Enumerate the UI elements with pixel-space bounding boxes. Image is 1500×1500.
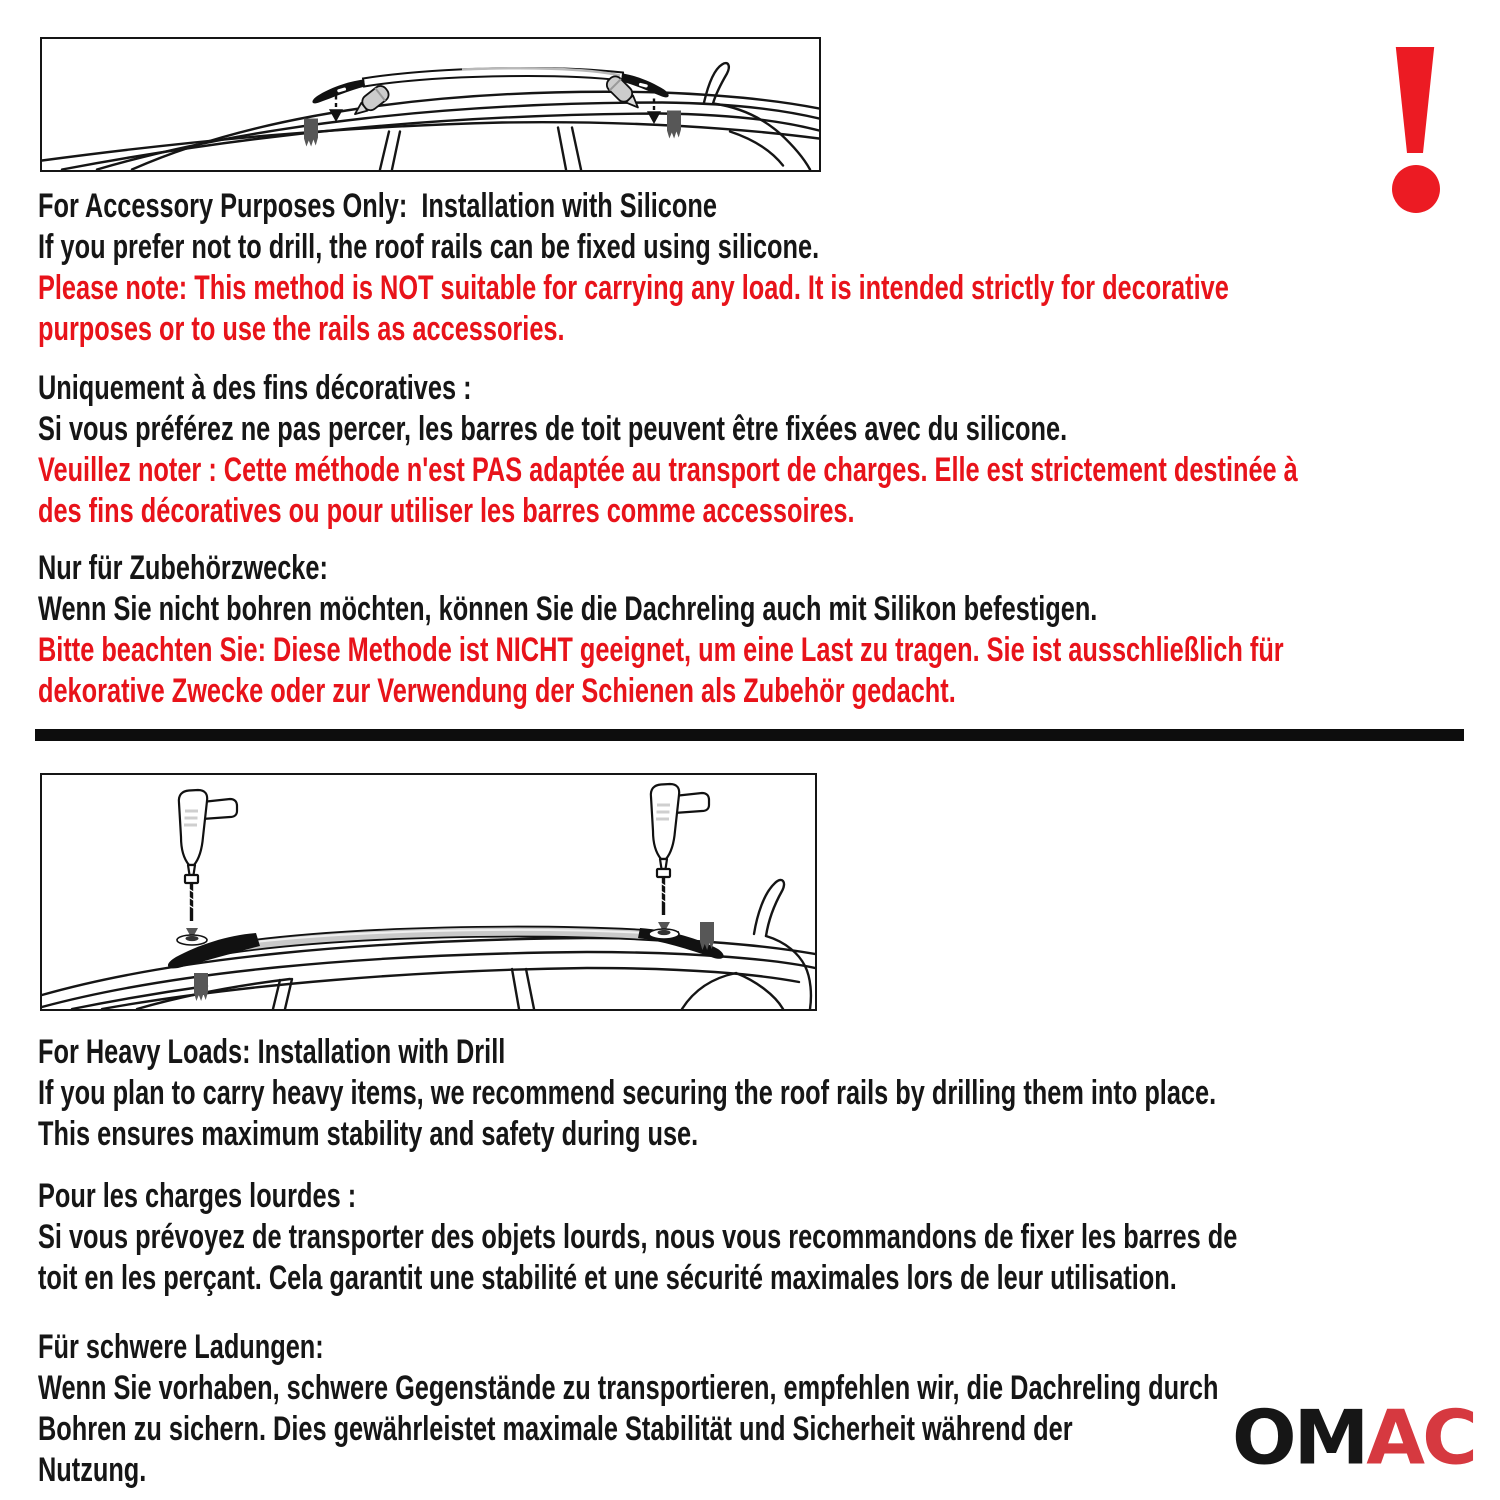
text-line: Uniquement à des fins décoratives : — [38, 369, 472, 407]
omac-logo — [1232, 1393, 1475, 1482]
section-divider — [35, 729, 1464, 741]
text-line: Nur für Zubehörzwecke: — [38, 549, 328, 587]
text-line: Wenn Sie vorhaben, schwere Gegenstände zu transportieren, empfehlen wir, die Dachreling durch — [38, 1369, 1219, 1407]
warning-text-line: dekorative Zwecke oder zur Verwendung der Schienen als Zubehör gedacht. — [38, 672, 956, 710]
text-line: Wenn Sie nicht bohren möchten, können Sie die Dachreling auch mit Silikon befestigen. — [38, 590, 1098, 628]
roof-rail — [168, 927, 724, 969]
text-line: This ensures maximum stability and safety during use. — [38, 1115, 699, 1153]
warning-text-line: des fins décoratives ou pour utiliser les barres comme accessoires. — [38, 492, 855, 530]
logo-text-red: AC — [1366, 1393, 1475, 1482]
logo-text-black: OM — [1232, 1393, 1367, 1482]
exclamation-bar — [1395, 47, 1435, 153]
silicone-illustration-svg — [42, 39, 819, 170]
drill-installation-illustration — [40, 773, 817, 1011]
drill-note-en — [38, 1032, 1500, 1155]
text-line: Für schwere Ladungen: — [38, 1328, 324, 1366]
text-line: If you plan to carry heavy items, we recommend securing the roof rails by drilling them into place. — [38, 1074, 1217, 1112]
text-line: For Accessory Purposes Only: Installation with Silicone — [38, 187, 717, 225]
warning-text-line: Please note: This method is NOT suitable for carrying any load. It is intended strictly for decorative — [38, 269, 1229, 307]
warning-text-line: Bitte beachten Sie: Diese Methode ist NICHT geeignet, um eine Last zu tragen. Sie ist ausschließlich für — [38, 631, 1284, 669]
silicone-note-de — [38, 548, 1500, 712]
text-line: If you prefer not to drill, the roof rails can be fixed using silicone. — [38, 228, 820, 266]
text-line: Si vous préférez ne pas percer, les barres de toit peuvent être fixées avec du silicone. — [38, 410, 1068, 448]
text-line: Nutzung. — [38, 1451, 147, 1489]
drill-illustration-svg — [42, 775, 815, 1009]
warning-text-line: purposes or to use the rails as accessories. — [38, 310, 565, 348]
silicone-installation-illustration — [40, 37, 821, 172]
text-line: Bohren zu sichern. Dies gewährleistet maximale Stabilität und Sicherheit während der — [38, 1410, 1073, 1448]
text-line: For Heavy Loads: Installation with Drill — [38, 1033, 506, 1071]
warning-text-line: Veuillez noter : Cette méthode n'est PAS adaptée au transport de charges. Elle est strictement destinée à — [38, 451, 1298, 489]
text-line: toit en les perçant. Cela garantit une stabilité et une sécurité maximales lors de leur utilisation. — [38, 1259, 1177, 1297]
silicone-note-fr — [38, 368, 1500, 532]
text-line: Pour les charges lourdes : — [38, 1177, 357, 1215]
text-line: Si vous prévoyez de transporter des objets lourds, nous vous recommandons de fixer les barres de — [38, 1218, 1238, 1256]
drill-note-fr — [38, 1176, 1500, 1299]
silicone-note-en — [38, 186, 1500, 350]
